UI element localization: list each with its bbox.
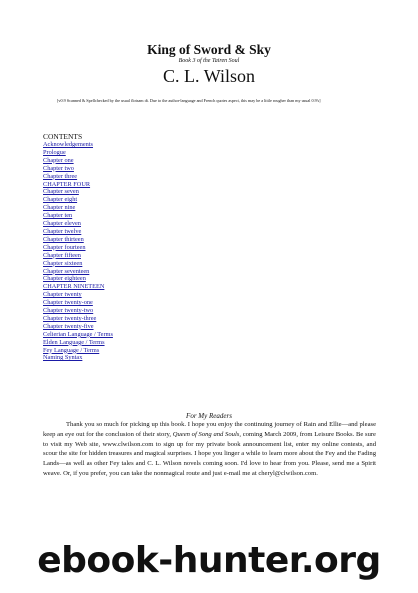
- toc-link[interactable]: Chapter seventeen: [43, 267, 90, 275]
- contents-heading: CONTENTS: [43, 132, 83, 141]
- toc-item: [43, 268, 113, 276]
- toc-item: [43, 275, 113, 283]
- toc-link[interactable]: Chapter twenty-two: [43, 307, 94, 315]
- toc-link[interactable]: Chapter fourteen: [43, 243, 86, 251]
- toc-link[interactable]: CHAPTER NINETEEN: [43, 283, 105, 291]
- toc-item: [43, 339, 113, 347]
- toc-link[interactable]: Chapter eighteen: [43, 275, 86, 283]
- toc-item: [43, 149, 113, 157]
- readers-italic-title: Queen of Song and Souls: [172, 430, 240, 438]
- readers-paragraph: [43, 420, 376, 479]
- toc-item: [43, 291, 113, 299]
- toc-item: [43, 212, 113, 220]
- watermark: ebook-hunter.org: [37, 540, 381, 581]
- toc-item: [43, 283, 113, 291]
- toc-item: [43, 220, 113, 228]
- toc-item: [43, 196, 113, 204]
- table-of-contents: [43, 141, 113, 362]
- toc-link[interactable]: Chapter sixteen: [43, 259, 83, 267]
- scan-note: [v0.9 Scanned & Spellchecked by the usual flotsam dt. Due to the author-language and French quotes aspect, this may be a little rougher than my usual 0.9's]: [57, 98, 321, 103]
- toc-link[interactable]: Chapter one: [43, 156, 74, 164]
- toc-item: [43, 157, 113, 165]
- toc-link[interactable]: Celierian Language / Terms: [43, 330, 113, 338]
- toc-item: [43, 347, 113, 355]
- toc-item: [43, 323, 113, 331]
- toc-item: [43, 141, 113, 149]
- toc-link[interactable]: Chapter eleven: [43, 220, 81, 228]
- toc-item: [43, 260, 113, 268]
- toc-link[interactable]: Chapter eight: [43, 196, 78, 204]
- toc-link[interactable]: Naming Syntax: [43, 354, 83, 362]
- readers-text-part1: Thank you so much for picking up this book. I hope you enjoy the continuing journey of Rain and Ellie—and please keep an eye out for the conclusion of their story,: [43, 421, 376, 438]
- toc-link[interactable]: Chapter twenty-three: [43, 314, 97, 322]
- toc-link[interactable]: Chapter twenty-five: [43, 322, 94, 330]
- toc-link[interactable]: Chapter twelve: [43, 227, 82, 235]
- toc-link[interactable]: Acknowledgements: [43, 141, 94, 148]
- toc-link[interactable]: Chapter seven: [43, 188, 79, 196]
- toc-item: [43, 307, 113, 315]
- toc-link[interactable]: Chapter fifteen: [43, 251, 81, 259]
- toc-item: [43, 331, 113, 339]
- toc-item: [43, 228, 113, 236]
- toc-link[interactable]: Chapter ten: [43, 212, 73, 220]
- toc-item: [43, 244, 113, 252]
- toc-link[interactable]: Chapter two: [43, 164, 74, 172]
- toc-item: [43, 354, 113, 362]
- toc-item: [43, 181, 113, 189]
- toc-item: [43, 188, 113, 196]
- toc-item: [43, 236, 113, 244]
- toc-item: [43, 299, 113, 307]
- book-subtitle: Book 3 of the Tairen Soul: [178, 58, 240, 64]
- toc-item: [43, 173, 113, 181]
- toc-item: [43, 315, 113, 323]
- toc-link[interactable]: Elden Language / Terms: [43, 338, 105, 346]
- toc-item: [43, 252, 113, 260]
- readers-heading: For My Readers: [186, 412, 232, 420]
- toc-item: [43, 204, 113, 212]
- toc-link[interactable]: Fey Language / Terms: [43, 346, 100, 354]
- toc-item: [43, 165, 113, 173]
- readers-text-part2: , coming March 2009, from Leisure Books. Be sure to visit my Web site, www.clwilson.com to sign up for my private book announcement list, enter my online contests, and scour the site for hidden treasures and magical surprises. I hope you linger a while to learn more about the Fey and the Fading Lands—as well as other Fey tales and C. L. Wilson novels coming soon. I'd love to hear from you. Please, send me a Spirit weave. Or, if you prefer, you can take the nonmagical route and just e-mail me at cheryl@clwilson.com.: [43, 430, 376, 477]
- toc-link[interactable]: CHAPTER FOUR: [43, 180, 91, 188]
- book-author: C. L. Wilson: [163, 66, 255, 86]
- book-title: King of Sword & Sky: [147, 42, 271, 57]
- toc-link[interactable]: Chapter nine: [43, 204, 76, 212]
- toc-link[interactable]: Chapter three: [43, 172, 78, 180]
- toc-link[interactable]: Chapter twenty-one: [43, 299, 93, 307]
- toc-link[interactable]: Prologue: [43, 148, 66, 156]
- toc-link[interactable]: Chapter twenty: [43, 291, 82, 299]
- toc-link[interactable]: Chapter thirteen: [43, 235, 84, 243]
